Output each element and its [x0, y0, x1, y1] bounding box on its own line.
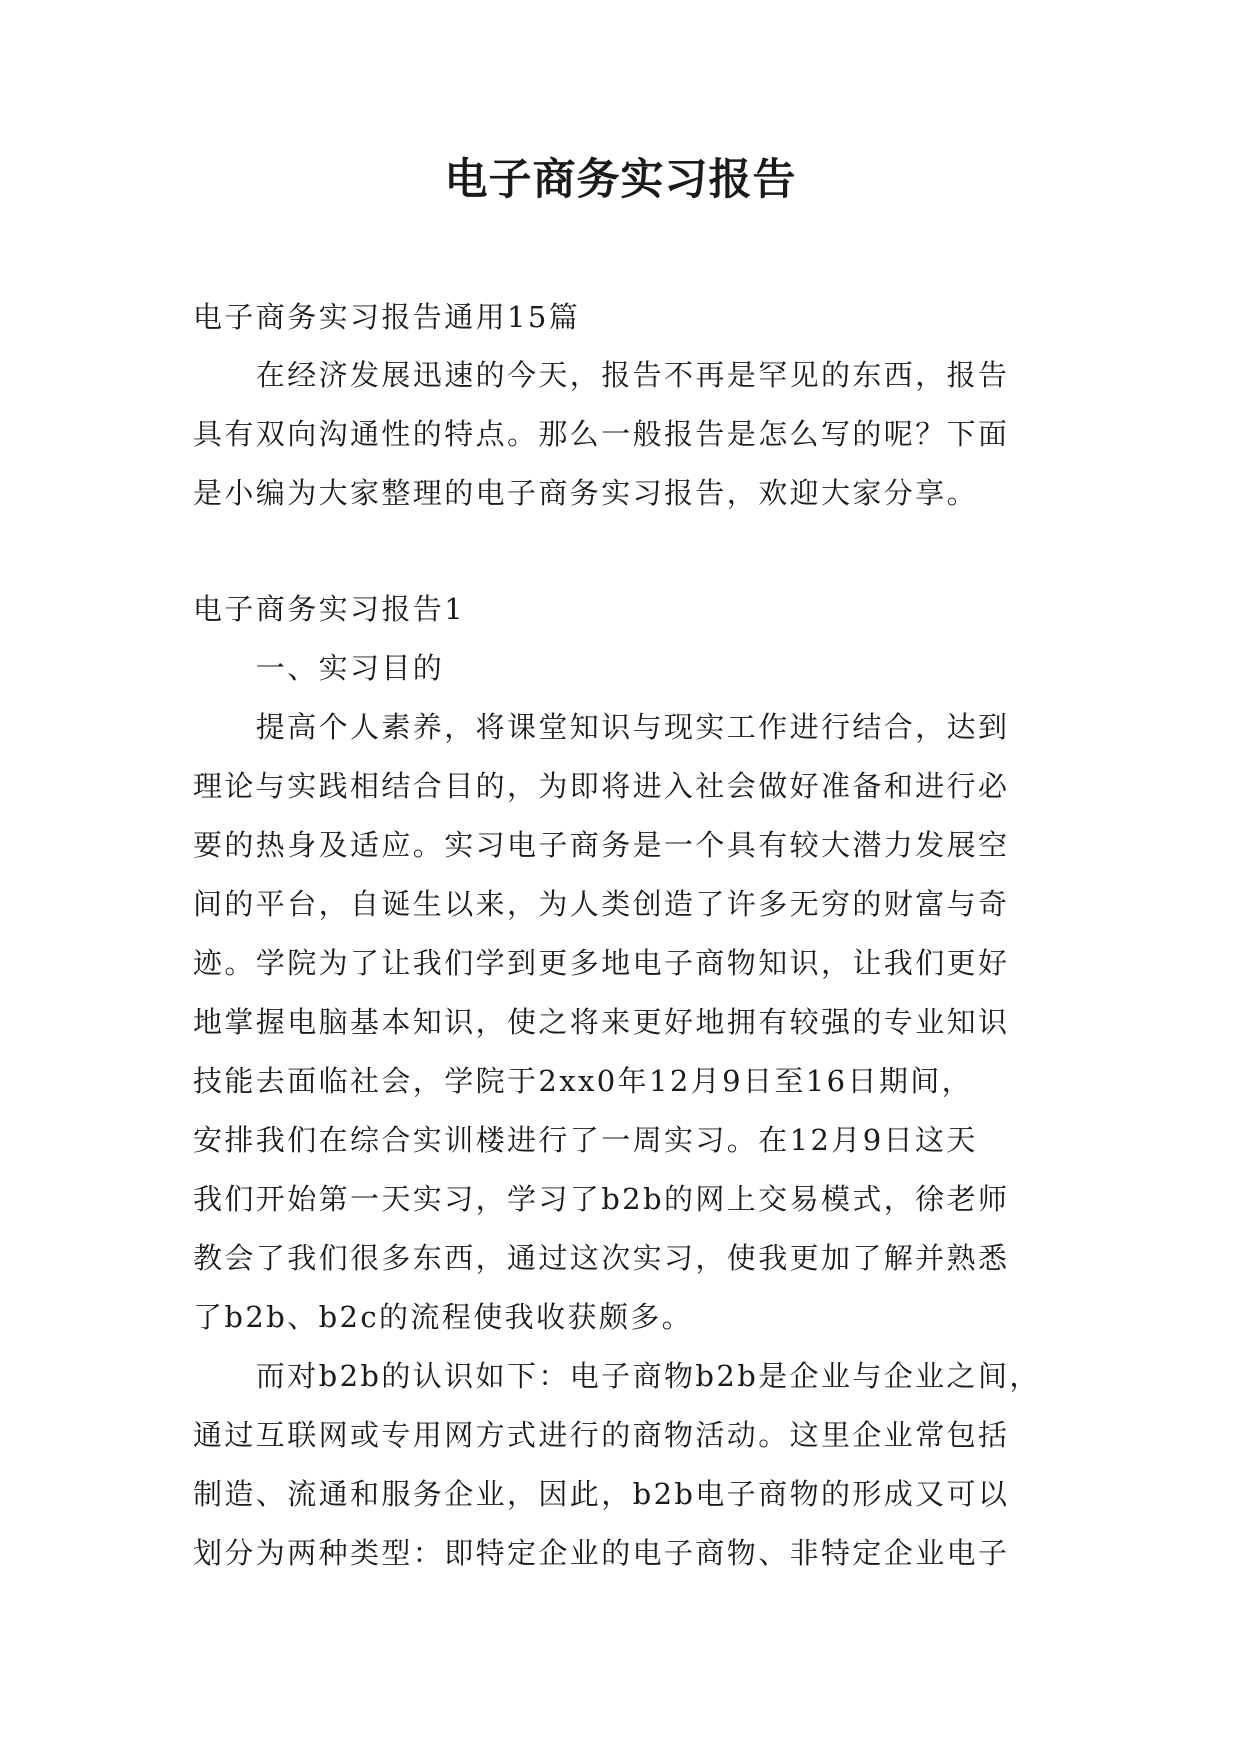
section-line: 技能去面临社会，学院于2xx0年12月9日至16日期间，: [193, 1064, 974, 1098]
section-line: 我们开始第一天实习，学习了b2b的网上交易模式，徐老师: [193, 1182, 1010, 1216]
section-line: 间的平台，自诞生以来，为人类创造了许多无穷的财富与奇: [193, 887, 1010, 921]
section-line: 要的热身及适应。实习电子商务是一个具有较大潜力发展空: [193, 828, 1010, 862]
section-title: 电子商务实习报告1: [193, 592, 466, 626]
section-line: 安排我们在综合实训楼进行了一周实习。在12月9日这天: [193, 1123, 978, 1157]
subtitle-line: 电子商务实习报告通用15篇: [193, 300, 581, 334]
section-line: 提高个人素养，将课堂知识与现实工作进行结合，达到: [193, 710, 1010, 744]
document-title: 电子商务实习报告: [444, 155, 797, 205]
section-line: 划分为两种类型：即特定企业的电子商物、非特定企业电子: [193, 1536, 1010, 1570]
section-line: 通过互联网或专用网方式进行的商物活动。这里企业常包括: [193, 1418, 1010, 1452]
intro-line: 具有双向沟通性的特点。那么一般报告是怎么写的呢？下面: [193, 417, 1010, 451]
section-line: 制造、流通和服务企业，因此，b2b电子商物的形成又可以: [193, 1477, 1010, 1511]
document-subtitle: [193, 288, 1055, 347]
section-line: 教会了我们很多东西，通过这次实习，使我更加了解并熟悉: [193, 1241, 1010, 1275]
intro-paragraph: [193, 346, 1055, 523]
section-line: 而对b2b的认识如下：电子商物b2b是企业与企业之间，: [193, 1359, 1041, 1393]
section-line: 了b2b、b2c的流程使我收获颇多。: [193, 1300, 694, 1334]
section-heading: 一、实习目的: [193, 651, 445, 685]
section-line: 迹。学院为了让我们学到更多地电子商物知识，让我们更好: [193, 946, 1010, 980]
section-line: 地掌握电脑基本知识，使之将来更好地拥有较强的专业知识: [193, 1005, 1010, 1039]
intro-line: 在经济发展迅速的今天，报告不再是罕见的东西，报告: [193, 358, 1010, 392]
section-1: [193, 580, 1055, 1583]
section-line: 理论与实践相结合目的，为即将进入社会做好准备和进行必: [193, 769, 1010, 803]
intro-line: 是小编为大家整理的电子商务实习报告，欢迎大家分享。: [193, 476, 979, 510]
